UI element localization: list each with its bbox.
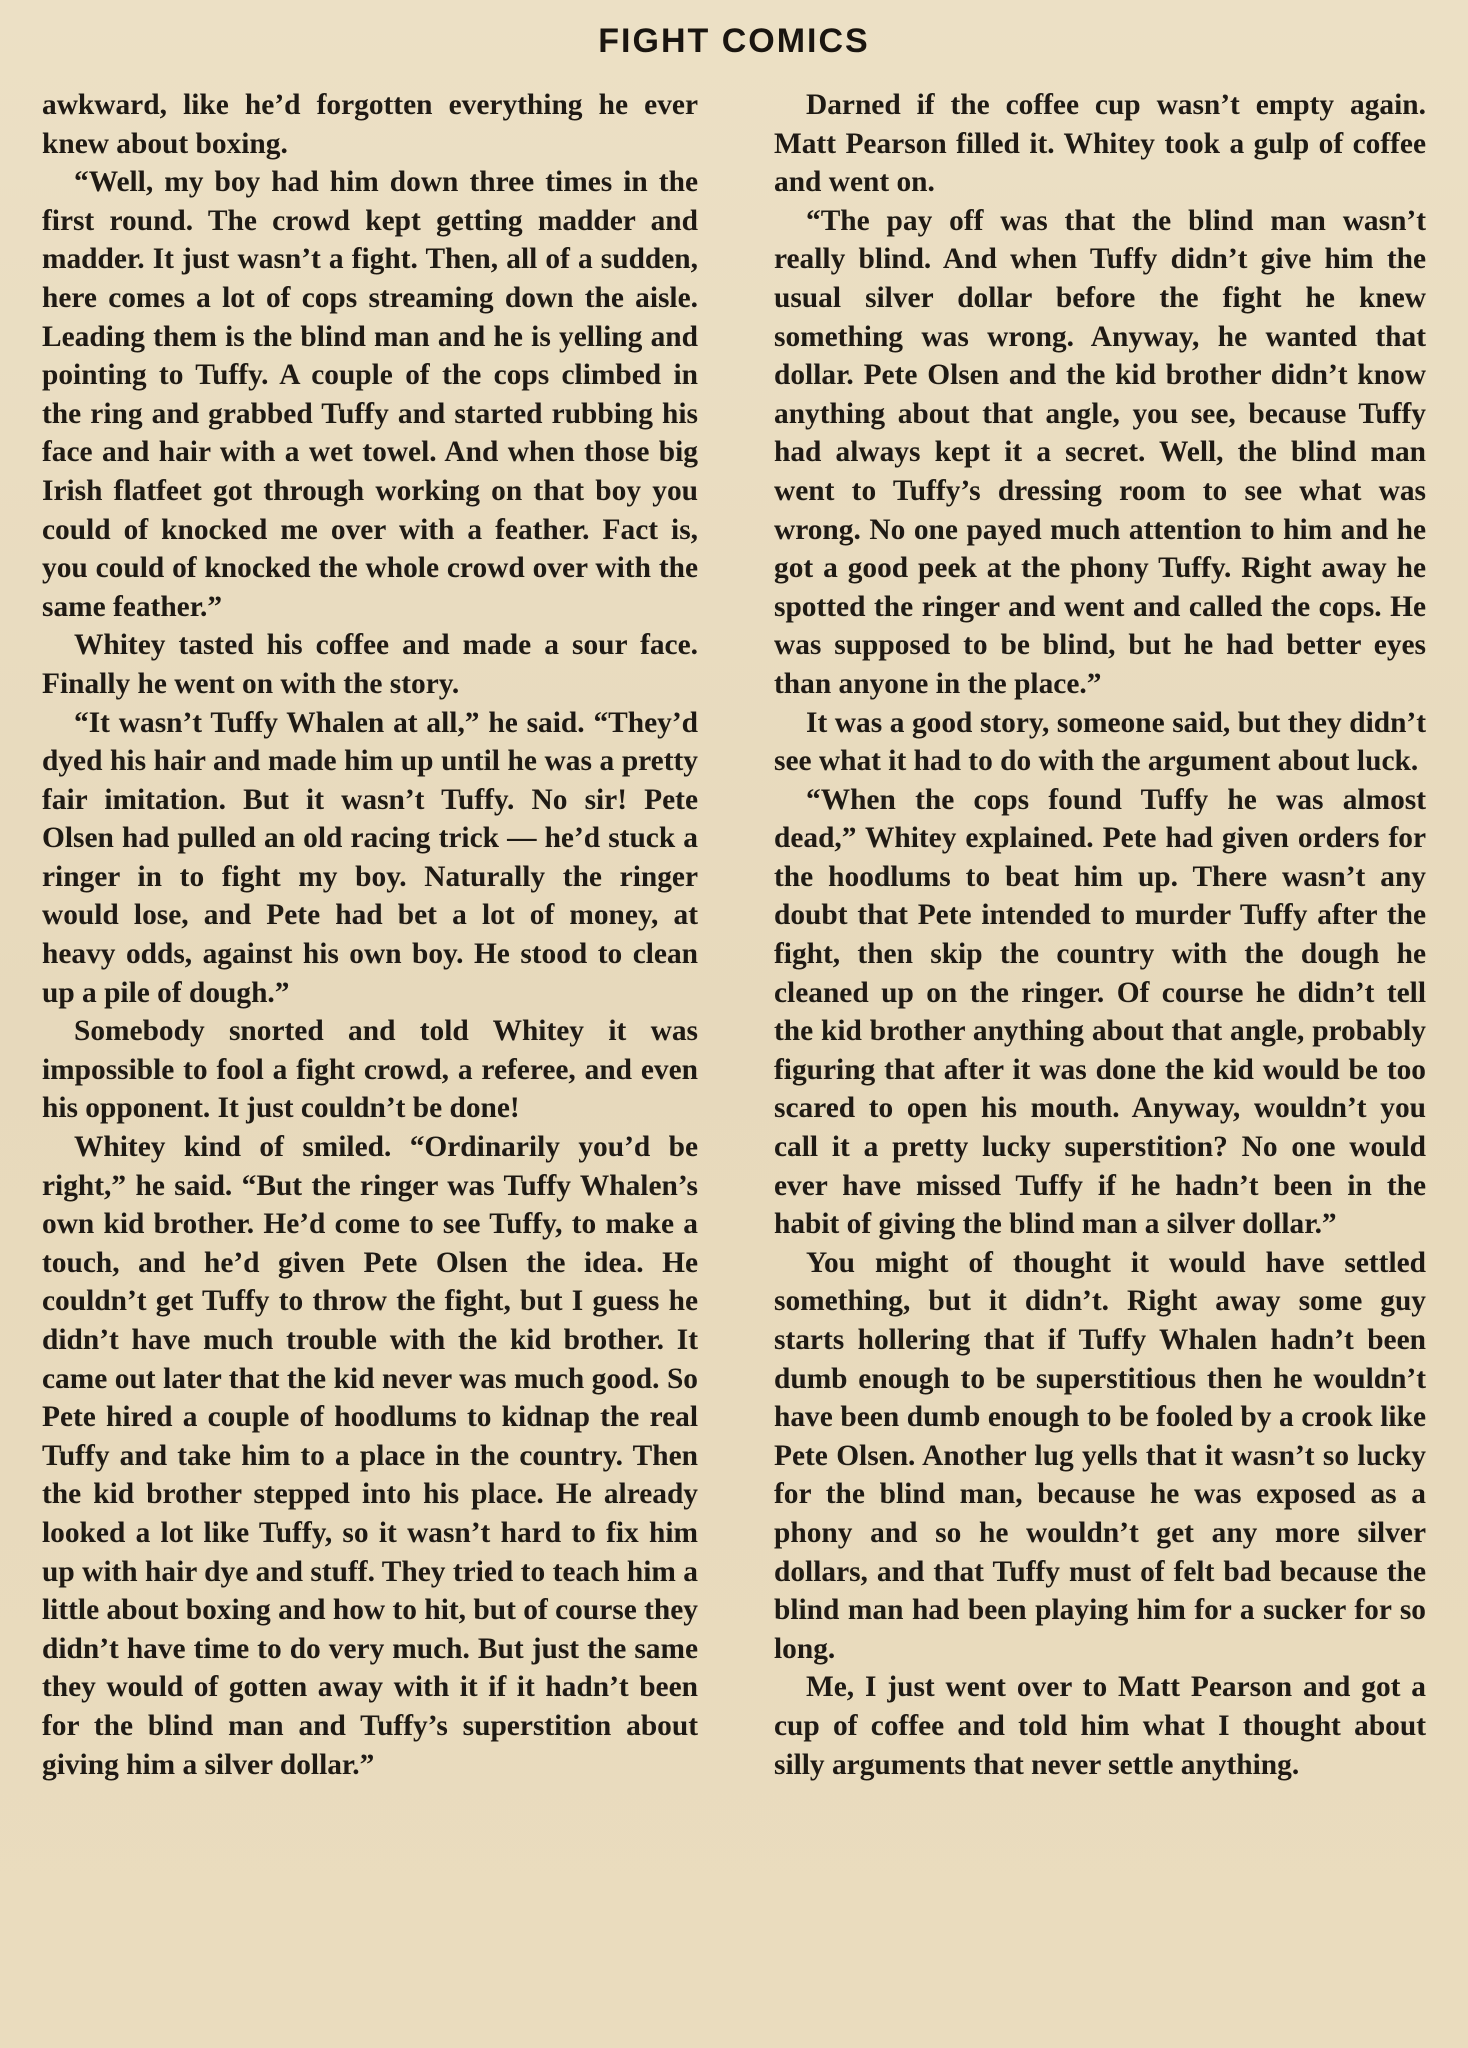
paragraph: Darned if the coffee cup wasn’t empty again. Matt Pearson filled it. Whitey took a gulp of coffee and went on. bbox=[774, 89, 1426, 199]
page-header: FIGHT COMICS bbox=[598, 22, 870, 60]
paragraph: Whitey kind of smiled. “Ordinarily you’d be right,” he said. “But the ringer was Tuffy Whalen’s own kid brother. He’d come to see Tuffy, to make a touch, and he’d given Pete Olsen the idea. He couldn’t get Tuffy to throw the fight, but I guess he didn’t have much trouble with the kid brother. It came out later that the kid never was much good. So Pete hired a couple of hoodlums to kidnap the real Tuffy and take him to a place in the country. Then the kid brother stepped into his place. He already looked a lot like Tuffy, so it wasn’t hard to fix him up with hair dye and stuff. They tried to teach him a little about boxing and how to hit, but of course they didn’t have time to do very much. But just the same they would of gotten away with it if it hadn’t been for the blind man and Tuffy’s superstition about giving him a silver dollar.” bbox=[42, 1131, 698, 1781]
paragraph: Whitey tasted his coffee and made a sour face. Finally he went on with the story. bbox=[42, 629, 698, 700]
paragraph: “Well, my boy had him down three times in the first round. The crowd kept getting madder and madder. It just wasn’t a fight. Then, all of a sudden, here comes a lot of cops streaming down the aisle. Leading them is the blind man and he is yelling and pointing to Tuffy. A couple of the cops climbed in the ring and grabbed Tuffy and started rubbing his face and hair with a wet towel. And when those big Irish flatfeet got through working on that boy you could of knocked me over with a feather. Fact is, you could of knocked the whole crowd over with the same feather.” bbox=[42, 166, 698, 623]
paragraph: “When the cops found Tuffy he was almost dead,” Whitey explained. Pete had given orders for the hoodlums to beat him up. There wasn’t any doubt that Pete intended to murder Tuffy after the fight, then skip the country with the dough he cleaned up on the ringer. Of course he didn’t tell the kid brother anything about that angle, probably figuring that after it was done the kid would be too scared to open his mouth. Anyway, wouldn’t you call it a pretty lucky superstition? No one would ever have missed Tuffy if he hadn’t been in the habit of giving the blind man a silver dollar.” bbox=[774, 783, 1426, 1241]
paragraph: Somebody snorted and told Whitey it was impossible to fool a fight crowd, a referee, and even his opponent. It just couldn’t be done! bbox=[42, 1015, 698, 1125]
paragraph: “The pay off was that the blind man wasn’t really blind. And when Tuffy didn’t give him the usual silver dollar before the fight he knew something was wrong. Anyway, he wanted that dollar. Pete Olsen and the kid brother didn’t know anything about that angle, you see, because Tuffy had always kept it a secret. Well, the blind man went to Tuffy’s dressing room to see what was wrong. No one payed much attention to him and he got a good peek at the phony Tuffy. Right away he spotted the ringer and went and called the cops. He was supposed to be blind, but he had better eyes than anyone in the place.” bbox=[774, 204, 1426, 700]
paragraph: “It wasn’t Tuffy Whalen at all,” he said. “They’d dyed his hair and made him up until he was a pretty fair imitation. But it wasn’t Tuffy. No sir! Pete Olsen had pulled an old racing trick — he’d stuck a ringer in to fight my boy. Naturally the ringer would lose, and Pete had bet a lot of money, at heavy odds, against his own boy. He stood to clean up a pile of dough.” bbox=[42, 706, 698, 1009]
paragraph: You might of thought it would have settled something, but it didn’t. Right away some guy starts hollering that if Tuffy Whalen hadn’t been dumb enough to be superstitious then he wouldn’t have been dumb enough to be fooled by a crook like Pete Olsen. Another lug yells that it wasn’t so lucky for the blind man, because he was exposed as a phony and so he wouldn’t get any more silver dollars, and that Tuffy must of felt bad because the blind man had been playing him for a sucker for so long. bbox=[774, 1246, 1426, 1665]
paragraph: It was a good story, someone said, but they didn’t see what it had to do with the argument about luck. bbox=[774, 706, 1426, 778]
paragraph: Me, I just went over to Matt Pearson and got a cup of coffee and told him what I thought about silly arguments that never settle anything. bbox=[774, 1671, 1426, 1781]
right-text-column bbox=[774, 86, 1426, 1784]
paragraph: awkward, like he’d forgotten everything he ever knew about boxing. bbox=[42, 89, 698, 160]
left-text-column bbox=[42, 86, 698, 1784]
